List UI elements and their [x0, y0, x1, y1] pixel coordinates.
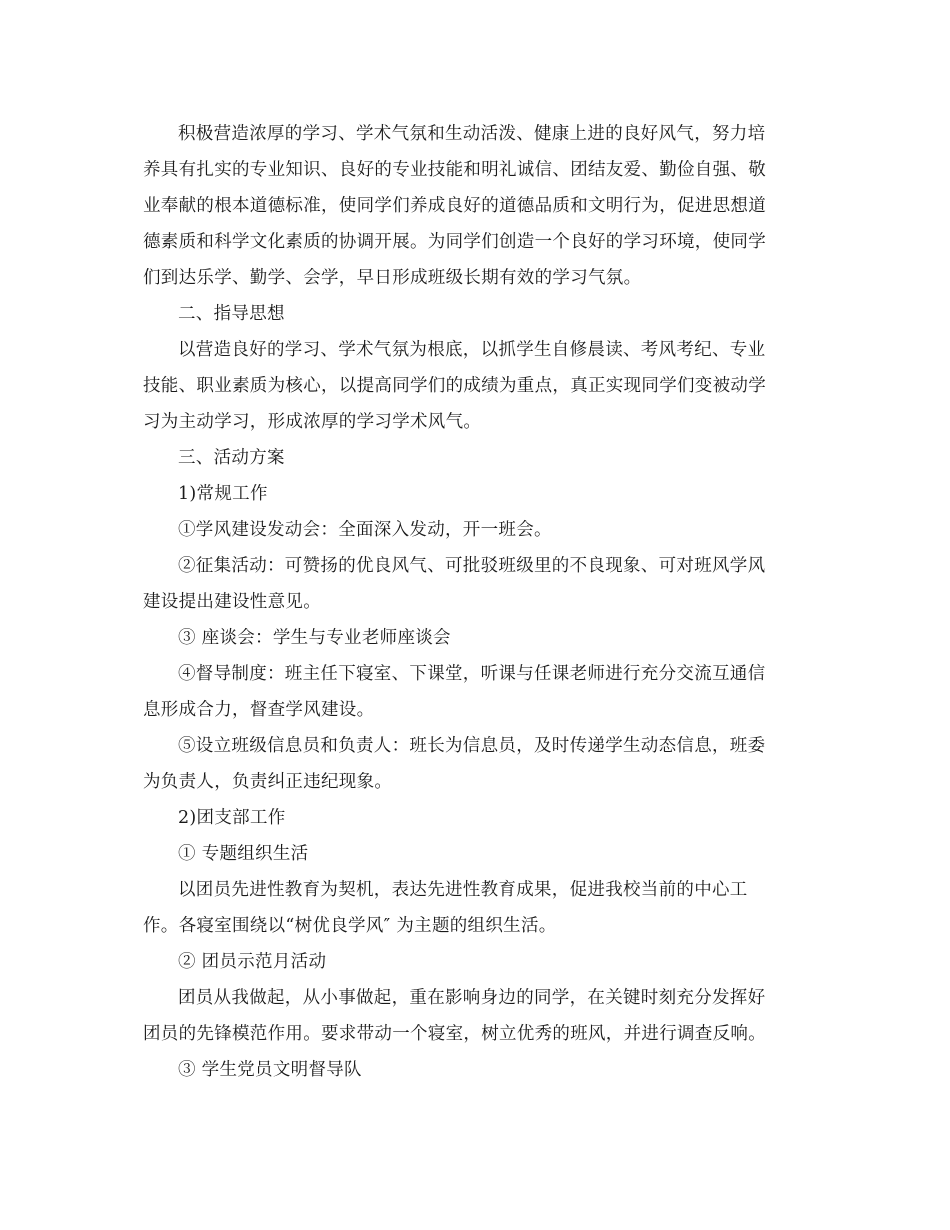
text-line: ① 专题组织生活	[178, 844, 309, 864]
text-line: 业奉献的根本道德标准，使同学们养成良好的道德品质和文明行为，促进思想道	[143, 196, 766, 216]
guiding-ideology-paragraph	[143, 332, 803, 440]
text-line: ②征集活动：可赞扬的优良风气、可批驳班级里的不良现象、可对班风学风	[178, 556, 766, 576]
text-line: 以营造良好的学习、学术气氛为根底，以抓学生自修晨读、考风考纪、专业	[178, 340, 766, 360]
text-line: ④督导制度：班主任下寝室、下课堂，听课与任课老师进行充分交流互通信	[178, 664, 766, 684]
text-line: 积极营造浓厚的学习、学术气氛和生动活泼、健康上进的良好风气，努力培	[178, 124, 766, 144]
text-line: 德素质和科学文化素质的协调开展。为同学们创造一个良好的学习环境，使同学	[143, 232, 766, 252]
text-line: ①学风建设发动会：全面深入发动，开一班会。	[178, 520, 552, 540]
text-line: ② 团员示范月活动	[178, 952, 327, 972]
text-line: 息形成合力，督查学风建设。	[143, 700, 375, 720]
text-line: 技能、职业素质为核心，以提高同学们的成绩为重点，真正实现同学们变被动学	[143, 376, 766, 396]
list-item-symposium	[143, 620, 803, 656]
subheading-league-branch-work	[143, 800, 803, 836]
list-item-kickoff-meeting	[143, 512, 803, 548]
section-heading: 三、活动方案	[178, 448, 285, 468]
text-line: 作。各寝室围绕以“树优良学风″ 为主题的组织生活。	[143, 916, 557, 936]
section-heading-activity-plan	[143, 440, 803, 476]
text-line: 养具有扎实的专业知识、良好的专业技能和明礼诚信、团结友爱、勤俭自强、敬	[143, 160, 766, 180]
list-item-demo-month	[143, 944, 803, 980]
list-item-collection-activity	[143, 548, 803, 620]
intro-paragraph	[143, 116, 803, 296]
subheading-routine-work	[143, 476, 803, 512]
text-line: 团员的先锋模范作用。要求带动一个寝室，树立优秀的班风，并进行调查反响。	[143, 1024, 766, 1044]
text-line: 团员从我做起，从小事做起，重在影响身边的同学，在关键时刻充分发挥好	[178, 988, 766, 1008]
text-line: ⑤设立班级信息员和负责人：班长为信息员，及时传递学生动态信息，班委	[178, 736, 766, 756]
text-line: 以团员先进性教育为契机，表达先进性教育成果，促进我校当前的中心工	[178, 880, 748, 900]
list-item-supervision-system	[143, 656, 803, 728]
subheading: 2)团支部工作	[178, 808, 286, 828]
text-line: ③ 座谈会：学生与专业老师座谈会	[178, 628, 451, 648]
text-line: 建设提出建设性意见。	[143, 592, 321, 612]
section-heading-guiding-ideology	[143, 296, 803, 332]
section-heading: 二、指导思想	[178, 304, 285, 324]
text-line: 们到达乐学、勤学、会学，早日形成班级长期有效的学习气氛。	[143, 268, 642, 288]
subheading: 1)常规工作	[178, 484, 268, 504]
list-item-themed-meeting	[143, 836, 803, 872]
themed-meeting-paragraph	[143, 872, 803, 944]
list-item-info-officer	[143, 728, 803, 800]
text-line: 习为主动学习，形成浓厚的学习学术风气。	[143, 412, 482, 432]
text-line: ③ 学生党员文明督导队	[178, 1060, 362, 1080]
list-item-party-supervision-team	[143, 1052, 803, 1088]
document-body	[143, 116, 803, 1088]
demo-month-paragraph	[143, 980, 803, 1052]
text-line: 为负责人，负责纠正违纪现象。	[143, 772, 393, 792]
